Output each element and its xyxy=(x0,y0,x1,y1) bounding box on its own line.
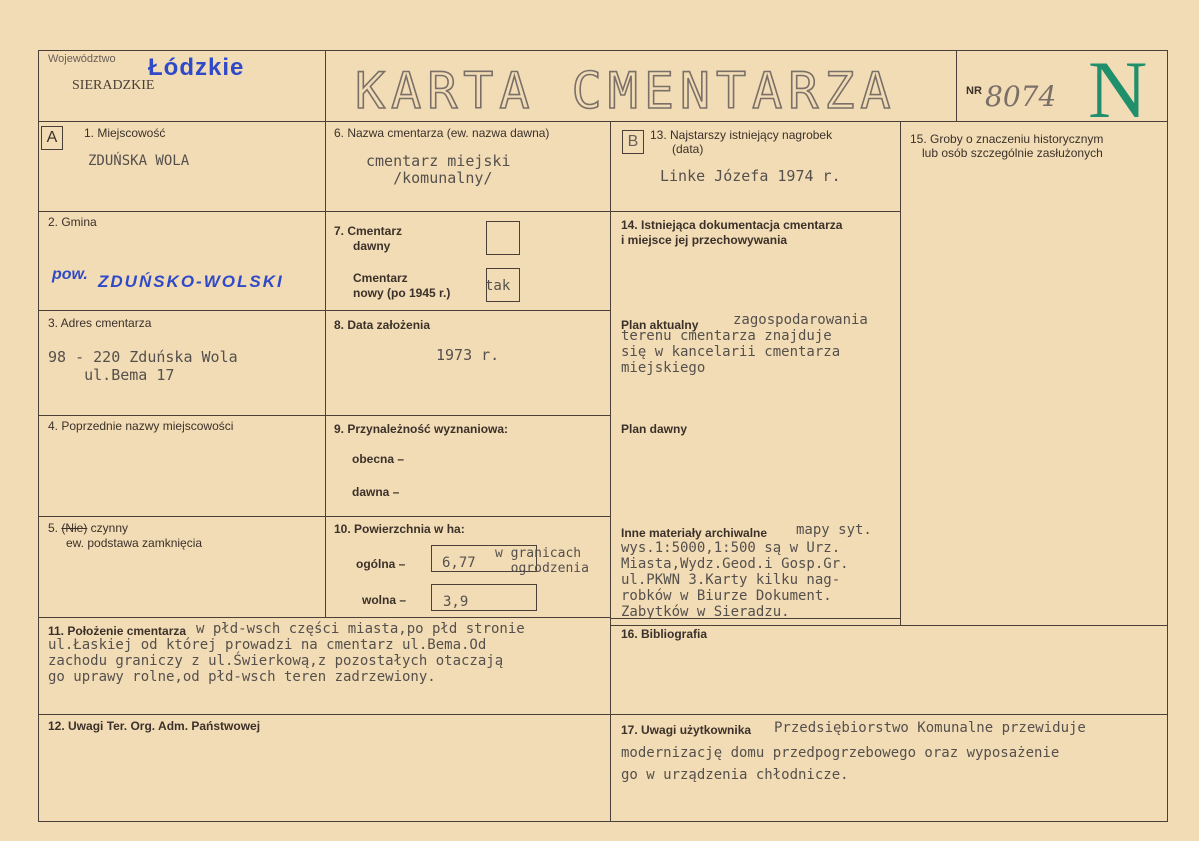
nr-value: 8074 xyxy=(985,80,1057,113)
voivodeship-value: Łódzkie xyxy=(148,54,245,81)
field-5-label-rest: czynny xyxy=(87,521,129,535)
field-11-value-first: w płd-wsch części miasta,po płd stronie xyxy=(196,621,525,637)
field-17-value-rest: modernizację domu przedpogrzebowego oraz wyposażenie go w urządzenia chłodnicze. xyxy=(621,745,1060,783)
field-13-value: Linke Józefa 1974 r. xyxy=(660,167,841,185)
field-7-dawny-label-2: dawny xyxy=(353,239,391,253)
field-7-dawny-label: 7. Cmentarz xyxy=(334,224,403,238)
field-8-label: 8. Data założenia xyxy=(334,318,431,332)
field-17-label: 17. Uwagi użytkownika xyxy=(621,723,752,737)
field-5-struck-word: (Nie) xyxy=(61,521,88,535)
field-3-value: 98 - 220 Zduńska Wola ul.Bema 17 xyxy=(48,348,238,384)
field-2-value: ZDUŃSKO-WOLSKI xyxy=(98,272,284,291)
field-9-label: 9. Przynależność wyznaniowa: xyxy=(334,422,509,436)
field-15-cell xyxy=(900,121,1168,626)
field-10-wolna-value: 3,9 xyxy=(443,594,469,610)
field-15-label: 15. Groby o znaczeniu historycznym xyxy=(910,132,1104,146)
field-4-label: 4. Poprzednie nazwy miejscowości xyxy=(48,419,234,433)
old-province-stamp: SIERADZKIE xyxy=(72,78,155,93)
plan-aktualny-label: Plan aktualny xyxy=(621,318,699,332)
field-13-label-2: (data) xyxy=(672,142,704,156)
field-5-prefix: 5. xyxy=(48,521,62,535)
field-1-value: ZDUŃSKA WOLA xyxy=(88,153,190,169)
field-2-prefix: pow. xyxy=(52,266,88,283)
field-10-ogolna-label: ogólna – xyxy=(356,557,406,571)
field-12-label: 12. Uwagi Ter. Org. Adm. Państwowej xyxy=(48,719,261,733)
field-8-value: 1973 r. xyxy=(436,346,500,364)
section-b-marker: B xyxy=(622,130,644,154)
card-title: KARTA CMENTARZA xyxy=(355,62,897,120)
field-11-value-rest: ul.Łaskiej od której prowadzi na cmentarz ul.Bema.Od zachodu graniczy z ul.Świerkową,z pozostałych otaczają go uprawy rolne,od płd-wsch teren zadrzewiony. xyxy=(48,637,504,685)
inne-materialy-value-first: mapy syt. xyxy=(796,522,872,538)
field-14-label: 14. Istniejąca dokumentacja cmentarza xyxy=(621,218,843,232)
field-13-label: 13. Najstarszy istniejący nagrobek xyxy=(650,128,833,142)
field-7-dawny-box xyxy=(486,221,520,255)
field-14-label-2: i miejsce jej przechowywania xyxy=(621,233,788,247)
plan-aktualny-value-first: zagospodarowania xyxy=(733,312,868,328)
field-11-label: 11. Położenie cmentarza xyxy=(48,624,187,638)
field-7-nowy-value: tak xyxy=(485,278,511,294)
field-16-label: 16. Bibliografia xyxy=(621,627,708,641)
field-9-dawna: dawna – xyxy=(352,485,400,499)
field-10-ogolna-value: 6,77 xyxy=(442,555,476,571)
nr-letter: N xyxy=(1088,44,1148,135)
field-6-label: 6. Nazwa cmentarza (ew. nazwa dawna) xyxy=(334,126,550,140)
field-10-ogolna-note: w granicach ogrodzenia xyxy=(495,546,589,576)
section-a-marker: A xyxy=(41,126,63,150)
field-2-label: 2. Gmina xyxy=(48,215,97,229)
field-10-label: 10. Powierzchnia w ha: xyxy=(334,522,465,536)
inne-materialy-value-rest: wys.1:5000,1:500 są w Urz. Miasta,Wydz.Geod.i Gosp.Gr. ul.PKWN 3.Karty kilku nag- robków w Biurze Dokument. Zabytków w Sieradzu. xyxy=(621,540,849,620)
plan-aktualny-value-rest: terenu cmentarza znajduje się w kancelarii cmentarza miejskiego xyxy=(621,328,841,376)
field-7-nowy-label: Cmentarz xyxy=(353,271,408,285)
plan-dawny-label: Plan dawny xyxy=(621,422,688,436)
field-15-label-2: lub osób szczególnie zasłużonych xyxy=(922,146,1103,160)
field-5-label xyxy=(48,521,128,535)
field-17-value-first: Przedsiębiorstwo Komunalne przewiduje xyxy=(774,720,1086,736)
field-5-label-line2: ew. podstawa zamknięcia xyxy=(66,536,203,550)
field-9-obecna: obecna – xyxy=(352,452,405,466)
field-7-nowy-label-2: nowy (po 1945 r.) xyxy=(353,286,451,300)
nr-label: NR xyxy=(966,85,982,97)
field-1-label: 1. Miejscowość xyxy=(84,126,166,140)
voivodeship-label: Województwo xyxy=(48,53,116,65)
field-10-wolna-label: wolna – xyxy=(362,593,407,607)
field-6-value: cmentarz miejski /komunalny/ xyxy=(366,152,511,187)
field-3-label: 3. Adres cmentarza xyxy=(48,316,152,330)
inne-materialy-label: Inne materiały archiwalne xyxy=(621,526,768,540)
